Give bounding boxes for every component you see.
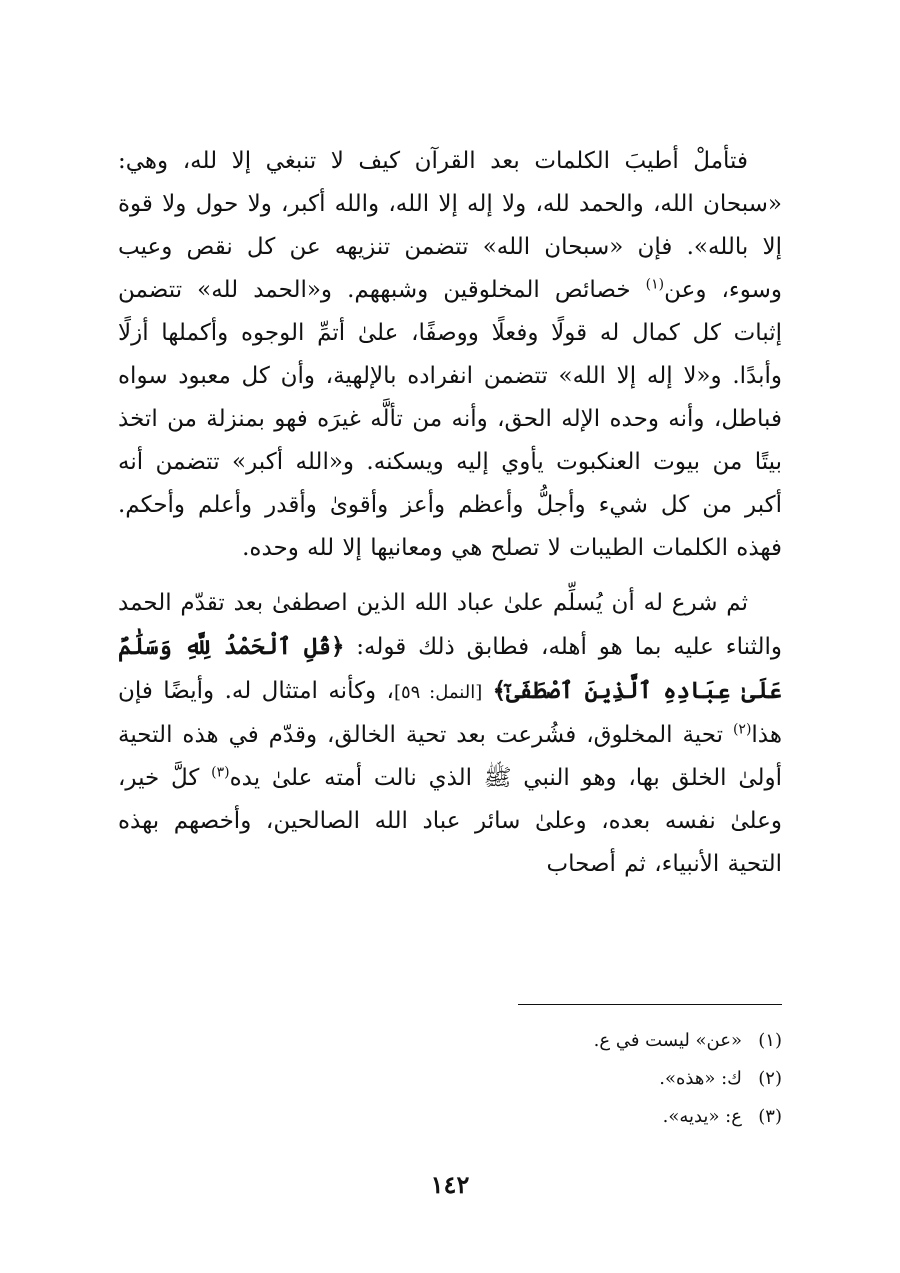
text-segment: خصائص المخلوقين وشبههم. و«الحمد لله» تتضمن إثبات كل كمال له قولًا وفعلًا ووصفًا، علىٰ أتمِّ الوجوه وأكملها أزلًا وأبدًا. و«لا إله إلا الله» تتضمن انفراده بالإلهية، وأن كل معبود سواه فباطل، وأنه وحده الإله الحق، وأنه من تألَّه غيرَه فهو بمنزلة من اتخذ بيتًا من بيوت العنكبوت يأوي إليه ويسكنه. و«الله أكبر» تتضمن أنه أكبر من كل شيء وأجلُّ وأعظم وأعز وأقوىٰ وأقدر وأعلم وأحكم. فهذه الكلمات الطيبات لا تصلح هي ومعانيها إلا لله وحده. [118, 277, 783, 561]
footnote-text: «عن» ليست في ع. [593, 1030, 742, 1051]
text-segment: تحية المخلوق، فشُرعت بعد تحية الخالق، وقدّم في هذه التحية أولىٰ الخلق بها، وهو النبي ﷺ الذي نالت أمته علىٰ يده [118, 722, 782, 791]
text-segment: ثم شرع له أن يُسلِّم علىٰ عباد الله الذين اصطفىٰ بعد تقدّم الحمد والثناء عليه بما هو أهله، فطابق ذلك قوله: [118, 590, 782, 660]
paragraph-2 [118, 582, 782, 886]
text-segment: ، وكأنه امتثال له. وأيضًا فإن هذا [118, 678, 782, 748]
text-segment: كلَّ خير، وعلىٰ نفسه بعده، وعلىٰ سائر عباد الله الصالحين، وأخصهم بهذه التحية الأنبياء، ثم أصحاب [118, 765, 782, 877]
footnote-number: (١) [758, 1030, 782, 1051]
footnote-number: (٣) [758, 1106, 782, 1127]
text-segment: فتأملْ أطيبَ الكلمات بعد القرآن كيف لا تنبغي إلا لله، وهي: «سبحان الله، والحمد لله، ولا إله إلا الله، والله أكبر، ولا حول ولا قوة إلا بالله». فإن «سبحان الله» تتضمن تنزيهه عن كل نقص وعيب وسوء، وعن [118, 148, 782, 303]
page-number: ١٤٢ [430, 1170, 470, 1199]
verse-citation: [النمل: ٥٩] [393, 682, 483, 703]
footnote-3 [382, 1098, 782, 1136]
paragraph-1 [118, 140, 782, 570]
quran-verse: ﴿قُلِ ٱلْحَمْدُ لِلَّهِ وَسَلَٰمٌ عَلَىٰ عِبَادِهِ ٱلَّذِينَ ٱصْطَفَىٰٓ﴾ [118, 633, 783, 704]
footnote-divider [518, 1004, 782, 1005]
footnote-2 [382, 1060, 782, 1098]
footnote-text: ك: «هذه». [659, 1068, 742, 1089]
footnote-ref-2: (٢) [732, 721, 752, 738]
footnote-text: ع: «يديه». [662, 1106, 742, 1127]
footnote-number: (٢) [758, 1068, 782, 1089]
footnote-ref-3: (٣) [211, 764, 230, 781]
footnote-ref-1: (١) [645, 276, 665, 293]
main-text [118, 140, 782, 886]
text-segment [482, 678, 492, 704]
footnotes [382, 1022, 782, 1136]
footnote-1 [382, 1022, 782, 1060]
